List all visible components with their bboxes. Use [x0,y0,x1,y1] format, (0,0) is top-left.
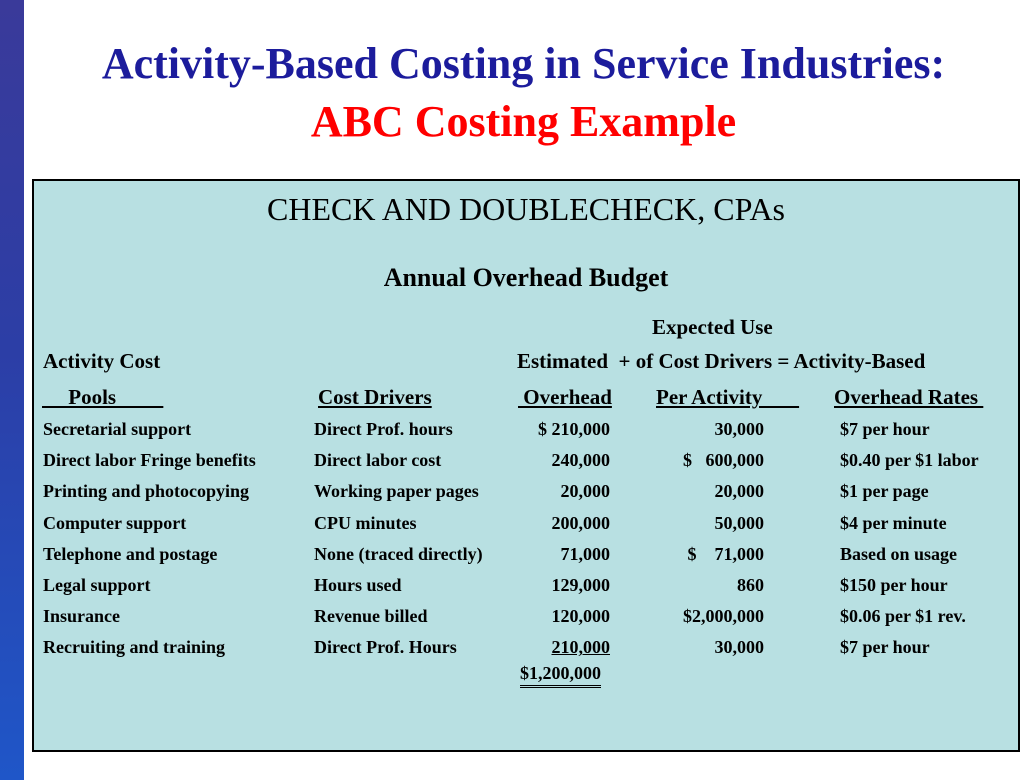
row-rate: $4 per minute [840,512,947,533]
row-pool: Computer support [43,512,187,533]
left-accent-bar [0,0,24,780]
row-driver: None (traced directly) [314,543,483,564]
row-pool: Insurance [43,606,121,627]
row-overhead: 240,000 [551,450,610,471]
row-rate: $1 per page [840,481,929,502]
budget-title: Annual Overhead Budget [383,263,669,292]
row-expected-use: 50,000 [714,512,764,533]
row-overhead: 200,000 [551,512,610,533]
row-expected-use: 20,000 [714,481,764,502]
row-expected-use: $ 71,000 [687,543,764,564]
header-overhead: Overhead [518,385,612,409]
row-rate: Based on usage [840,543,958,564]
row-overhead: 210,000 [551,637,610,658]
firm-name: CHECK AND DOUBLECHECK, CPAs [267,191,785,227]
header-activity-cost: Activity Cost [43,349,161,373]
row-pool: Telephone and postage [43,543,218,564]
row-pool: Secretarial support [43,419,192,439]
header-per-activity: Per Activity [656,385,800,409]
row-rate: $7 per hour [840,637,930,658]
header-expected-use: Expected Use [652,315,773,339]
row-overhead: 71,000 [560,543,610,564]
row-rate: $150 per hour [840,575,948,595]
row-driver: Direct Prof. Hours [314,637,457,658]
row-rate: $0.40 per $1 labor [840,450,979,471]
row-expected-use: 860 [737,575,764,595]
row-driver: Direct labor cost [314,450,442,471]
row-overhead: 120,000 [551,606,610,627]
row-driver: CPU minutes [314,512,417,533]
row-rate: $0.06 per $1 rev. [840,606,966,627]
row-pool: Direct labor Fringe benefits [43,450,256,471]
row-expected-use: 30,000 [714,637,764,658]
row-expected-use: $ 600,000 [683,450,764,471]
row-overhead: 20,000 [560,481,610,502]
budget-panel [32,179,1020,752]
row-overhead: $ 210,000 [538,419,610,439]
row-expected-use: $2,000,000 [683,606,764,627]
header-overhead-rates: Overhead Rates [834,385,984,409]
header-estimated: Estimated + of Cost Drivers = Activity-Based [517,349,926,373]
row-pool: Printing and photocopying [43,481,250,502]
row-overhead: 129,000 [551,575,610,595]
total-overhead: $1,200,000 [520,662,601,688]
row-expected-use: 30,000 [714,419,764,439]
slide-subtitle: ABC Costing Example [310,97,737,146]
row-driver: Working paper pages [314,481,479,502]
header-pools: Pools [42,385,164,409]
header-cost-drivers: Cost Drivers [318,385,432,409]
row-pool: Recruiting and training [43,637,226,658]
row-rate: $7 per hour [840,419,930,439]
row-pool: Legal support [43,575,151,595]
row-driver: Direct Prof. hours [314,419,453,439]
row-driver: Hours used [314,575,402,595]
slide-title: Activity-Based Costing in Service Industries: [101,39,946,88]
row-driver: Revenue billed [314,606,428,627]
